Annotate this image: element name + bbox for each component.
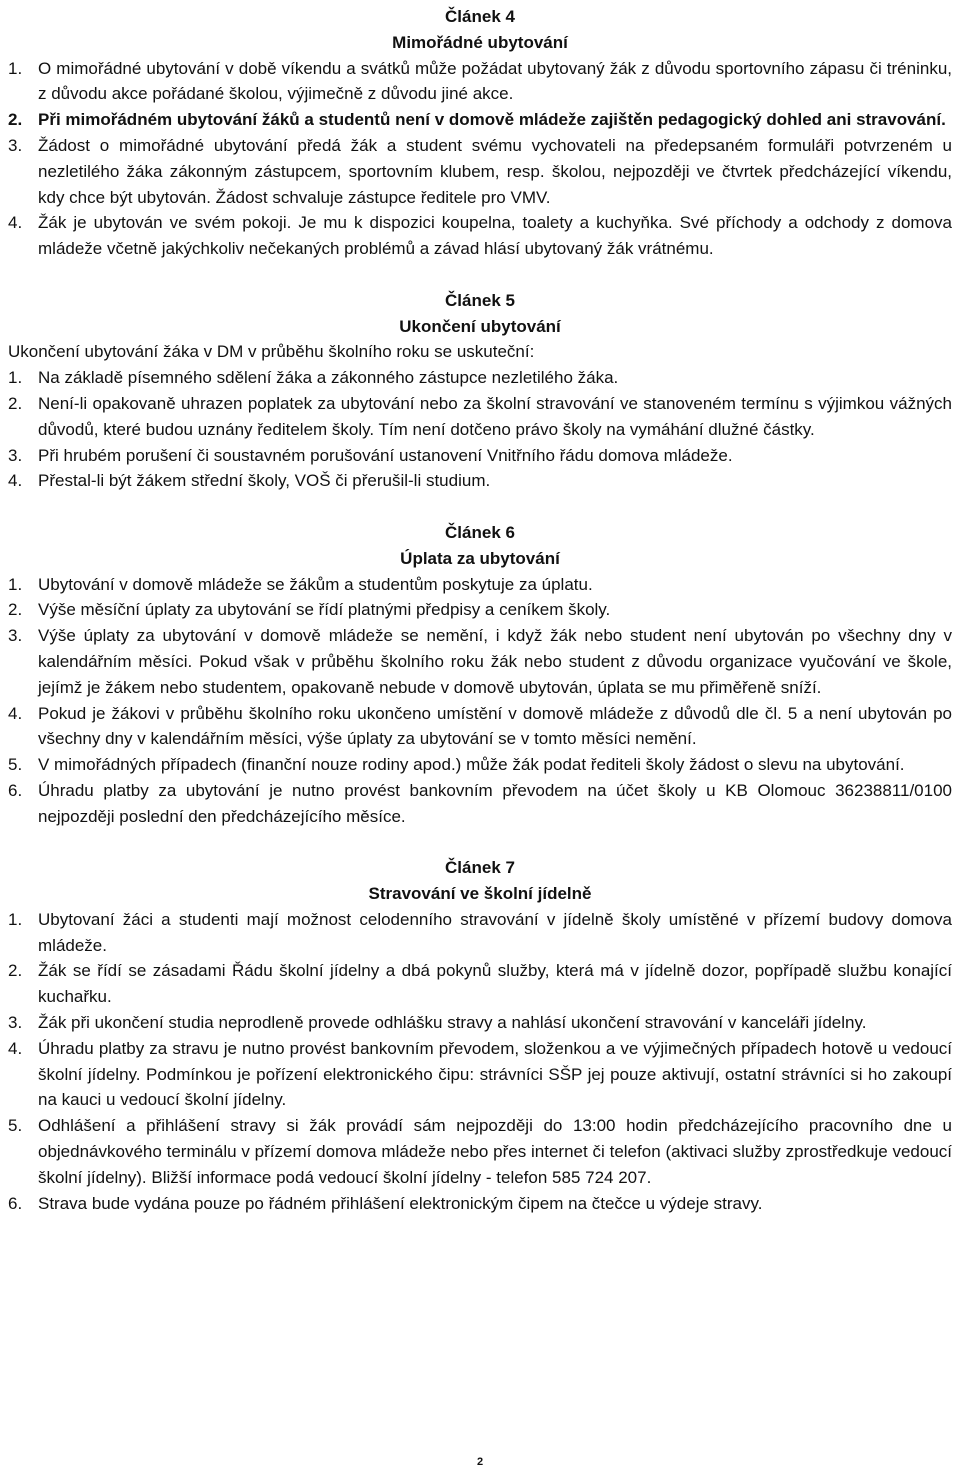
item-number: 4. xyxy=(8,1038,23,1058)
list-item xyxy=(8,1191,952,1217)
item-text: Ubytování v domově mládeže se žákům a studentům poskytuje za úplatu. xyxy=(38,574,593,594)
list-item xyxy=(8,365,952,391)
list-item xyxy=(8,1036,952,1113)
list-item xyxy=(8,56,952,108)
article-6 xyxy=(8,520,952,830)
list-item xyxy=(8,701,952,753)
item-number: 1. xyxy=(8,574,23,594)
item-text: Žák při ukončení studia neprodleně provede odhlášku stravy a nahlásí ukončení stravování v kanceláři jídelny. xyxy=(38,1013,867,1033)
article-number: Článek 7 xyxy=(445,858,515,878)
item-number: 3. xyxy=(8,1013,23,1033)
article-items xyxy=(8,572,952,830)
list-item xyxy=(8,107,952,133)
article-title: Stravování ve školní jídelně xyxy=(368,884,592,904)
item-number: 2. xyxy=(8,393,23,413)
article-items xyxy=(8,56,952,262)
spacer xyxy=(8,494,952,520)
list-item xyxy=(8,133,952,210)
item-text: Žádost o mimořádné ubytování předá žák a student svému vychovateli na předepsaném formuláři potvrzeném u nezletilého žáka zákonným zástupcem, sportovním klubem, resp. školou, nejpozději ve čtvrtek předcházející víkendu, kdy chce být ubytován. Žádost schvaluje zástupce ředitele pro VMV. xyxy=(38,135,952,207)
list-item xyxy=(8,623,952,700)
list-item xyxy=(8,752,952,778)
item-number: 3. xyxy=(8,445,23,465)
item-number: 5. xyxy=(8,755,23,775)
item-text: O mimořádné ubytování v době víkendu a svátků může požádat ubytovaný žák z důvodu sportovního zápasu či tréninku, z důvodu akce pořádané školou, výjimečně z důvodu jiné akce. xyxy=(38,58,952,104)
item-number: 4. xyxy=(8,471,23,491)
item-number: 6. xyxy=(8,1193,23,1213)
item-text: V mimořádných případech (finanční nouze rodiny apod.) může žák podat řediteli školy žádost o slevu na ubytování. xyxy=(38,755,905,775)
list-item xyxy=(8,907,952,959)
list-item xyxy=(8,1113,952,1190)
document-page xyxy=(8,4,952,1216)
spacer xyxy=(8,262,952,288)
item-number: 2. xyxy=(8,110,23,130)
list-item xyxy=(8,391,952,443)
list-item xyxy=(8,958,952,1010)
article-number: Článek 4 xyxy=(445,7,515,26)
item-number: 1. xyxy=(8,368,23,388)
article-title: Ukončení ubytování xyxy=(399,316,561,336)
list-item xyxy=(8,1010,952,1036)
item-number: 5. xyxy=(8,1116,23,1136)
item-text: Při hrubém porušení či soustavném porušování ustanovení Vnitřního řádu domova mládeže. xyxy=(38,445,733,465)
item-text: Žák se řídí se zásadami Řádu školní jídelny a dbá pokynů služby, která má v jídelně dozor, popřípadě službu konající kuchařku. xyxy=(38,961,952,1007)
item-number: 4. xyxy=(8,703,23,723)
article-items xyxy=(8,907,952,1217)
item-number: 4. xyxy=(8,213,23,233)
item-text: Přestal-li být žákem střední školy, VOŠ či přerušil-li studium. xyxy=(38,471,491,491)
list-item xyxy=(8,597,952,623)
item-number: 1. xyxy=(8,58,23,78)
item-text: Pokud je žákovi v průběhu školního roku ukončeno umístění v domově mládeže z důvodů dle čl. 5 a není ubytován po všechny dny v kalendářním měsíci, výše úplaty za ubytování se v tomto měsíci nemění. xyxy=(38,703,952,749)
item-number: 2. xyxy=(8,961,23,981)
item-text: Výše úplaty za ubytování v domově mládeže se nemění, i když žák nebo student není ubytován po všechny dny v kalendářním měsíci. Pokud však v průběhu školního roku žák nebo student z důvodu organizace vyučování ve škole, jejímž je žákem nebo studentem, opakovaně nebude v domově ubytován, úplata se mu přiměřeně sníží. xyxy=(38,626,952,697)
item-text: Výše měsíční úplaty za ubytování se řídí platnými předpisy a ceníkem školy. xyxy=(38,600,611,620)
list-item xyxy=(8,443,952,469)
list-item xyxy=(8,778,952,830)
item-text: Ubytovaní žáci a studenti mají možnost celodenního stravování v jídelně školy umístěné v přízemí budovy domova mládeže. xyxy=(38,909,952,955)
item-text: Odhlášení a přihlášení stravy si žák provádí sám nejpozději do 13:00 hodin předcházejícího pracovního dne u objednávkového terminálu v přízemí domova mládeže nebo přes internet či telefon (aktivaci služby zprostředkuje vedoucí školní jídelny). Bližší informace podá vedoucí školní jídelny - telefon 585 724 207. xyxy=(38,1116,952,1187)
item-number: 3. xyxy=(8,626,23,646)
article-4 xyxy=(8,4,952,262)
item-number: 3. xyxy=(8,135,23,155)
article-items xyxy=(8,365,952,494)
article-5 xyxy=(8,288,952,494)
item-text: Na základě písemného sdělení žáka a zákonného zástupce nezletilého žáka. xyxy=(38,368,619,388)
spacer xyxy=(8,830,952,856)
item-number: 6. xyxy=(8,780,23,800)
item-text: Při mimořádném ubytování žáků a studentů není v domově mládeže zajištěn pedagogický dohled ani stravování. xyxy=(38,110,946,130)
item-text: Žák je ubytován ve svém pokoji. Je mu k dispozici koupelna, toalety a kuchyňka. Své příchody a odchody z domova mládeže včetně jakýchkoliv nečekaných problémů a závad hlásí ubytovaný žák vrátnému. xyxy=(38,213,952,259)
list-item xyxy=(8,468,952,494)
item-number: 2. xyxy=(8,600,23,620)
list-item xyxy=(8,210,952,262)
item-text: Úhradu platby za stravu je nutno provést bankovním převodem, složenkou a ve výjimečných případech hotově u vedoucí školní jídelny. Podmínkou je pořízení elektronického čipu: strávníci SŠP jej pouze aktivují, ostatní strávníci si ho zakoupí na kauci u vedoucí školní jídelny. xyxy=(38,1038,952,1110)
item-number: 1. xyxy=(8,909,23,929)
item-text: Úhradu platby za ubytování je nutno provést bankovním převodem na účet školy u KB Olomouc 36238811/0100 nejpozději poslední den předcházejícího měsíce. xyxy=(38,780,952,826)
article-7 xyxy=(8,855,952,1216)
page-number: 2 xyxy=(476,1456,484,1468)
article-title: Mimořádné ubytování xyxy=(392,32,568,52)
list-item xyxy=(8,572,952,598)
article-number: Článek 6 xyxy=(445,522,515,542)
article-number: Článek 5 xyxy=(445,290,515,310)
item-text: Strava bude vydána pouze po řádném přihlášení elektronickým čipem na čtečce u výdeje stravy. xyxy=(38,1193,763,1213)
article-intro: Ukončení ubytování žáka v DM v průběhu školního roku se uskuteční: xyxy=(8,342,535,362)
item-text: Není-li opakovaně uhrazen poplatek za ubytování nebo za školní stravování ve stanoveném termínu s výjimkou vážných důvodů, které budou uznány ředitelem školy. Tím není dotčeno právo školy na vymáhání dlužné částky. xyxy=(38,393,952,439)
article-title: Úplata za ubytování xyxy=(400,548,560,568)
